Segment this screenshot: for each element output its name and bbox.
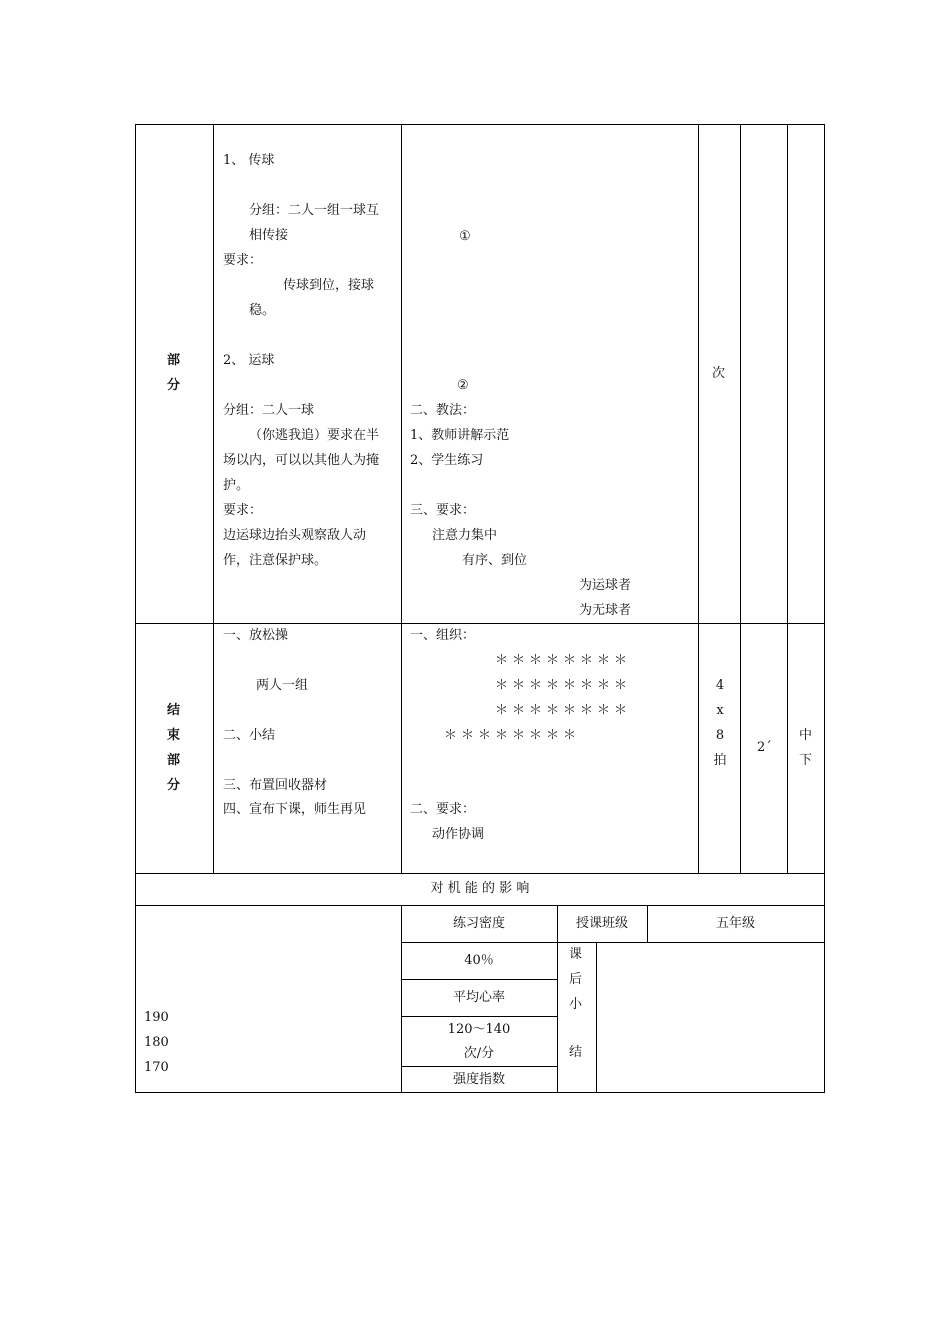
section-label-char: 分 — [167, 778, 181, 793]
class-label: 授课班级 — [575, 916, 628, 931]
section-label-char: 部 — [167, 753, 181, 768]
count-char: 8 — [715, 728, 725, 743]
after-class-char: 结 — [569, 1045, 583, 1060]
heart-rate-unit: 次/分 — [463, 1046, 495, 1061]
intensity-char: 下 — [799, 753, 813, 768]
section-label-char: 部 — [167, 353, 181, 368]
method-line: 2、学生练习 — [410, 453, 484, 468]
class-value: 五年级 — [715, 916, 755, 931]
content-line: 场以内，可以以其他人为掩 — [223, 453, 380, 468]
heart-rate-label: 平均心率 — [452, 990, 505, 1005]
formation-row: ＊＊＊＊＊＊＊＊ — [495, 703, 632, 718]
method-line: 三、要求： — [410, 503, 476, 518]
count-char: x — [716, 703, 724, 718]
formation-row: ＊＊＊＊＊＊＊＊ — [444, 728, 581, 743]
axis-tick-label: 180 — [144, 1035, 169, 1050]
content-line: 传球到位，接球 — [283, 278, 375, 293]
legend-line: 为无球者 — [579, 603, 632, 618]
section-label-char: 束 — [167, 728, 181, 743]
after-class-char: 小 — [569, 997, 583, 1012]
summary-title: 对 机 能 的 影 响 — [430, 881, 530, 896]
axis-tick-label: 190 — [144, 1010, 169, 1025]
content-line: 三、布置回收器材 — [223, 778, 328, 793]
count-char: 4 — [715, 678, 725, 693]
content-line: 边运球边抬头观察敌人动 — [223, 528, 367, 543]
intensity-char: 中 — [799, 728, 813, 743]
formation-row: ＊＊＊＊＊＊＊＊ — [495, 653, 632, 668]
content-line: 两人一组 — [256, 678, 309, 693]
section-label-char: 结 — [167, 703, 181, 718]
diagram-marker-2: ② — [457, 378, 469, 393]
content-line: 稳。 — [249, 303, 276, 318]
method-line: 注意力集中 — [432, 528, 498, 543]
section-label-char: 分 — [167, 378, 181, 393]
after-class-char: 课 — [569, 947, 583, 962]
intensity-index-label: 强度指数 — [452, 1072, 505, 1087]
density-label: 练习密度 — [452, 916, 505, 931]
diagram-marker-1: ① — [459, 229, 471, 244]
heart-rate-range: 120～140 — [447, 1022, 511, 1037]
method-line: 有序、到位 — [462, 553, 528, 568]
method-line: 二、要求： — [410, 802, 476, 817]
content-line: 要求： — [223, 503, 263, 518]
density-value: 40％ — [464, 953, 494, 968]
content-line: 护。 — [223, 478, 250, 493]
after-class-char: 后 — [569, 972, 583, 987]
method-line: 动作协调 — [432, 827, 485, 842]
content-line: 分组：二人一组一球互 — [249, 203, 380, 218]
content-line: 相传接 — [249, 228, 289, 243]
basic-count: 次 — [712, 366, 726, 381]
content-line: 分组：二人一球 — [223, 403, 315, 418]
axis-tick-label: 170 — [144, 1060, 169, 1075]
content-line: 二、小结 — [223, 728, 276, 743]
method-line: 1、教师讲解示范 — [410, 428, 510, 443]
content-line: 一、放松操 — [223, 628, 289, 643]
content-line: 作，注意保护球。 — [223, 553, 328, 568]
count-char: 拍 — [713, 753, 727, 768]
content-line: （你逃我追）要求在半 — [249, 428, 380, 443]
legend-line: 为运球者 — [579, 578, 632, 593]
formation-row: ＊＊＊＊＊＊＊＊ — [495, 678, 632, 693]
end-time: 2´ — [757, 740, 772, 755]
method-line: 二、教法： — [410, 403, 476, 418]
method-line: 一、组织： — [410, 628, 476, 643]
content-line: 1、 传球 — [223, 153, 275, 168]
content-line: 四、宣布下课，师生再见 — [223, 802, 367, 817]
content-line: 要求： — [223, 253, 263, 268]
content-line: 2、 运球 — [223, 353, 275, 368]
